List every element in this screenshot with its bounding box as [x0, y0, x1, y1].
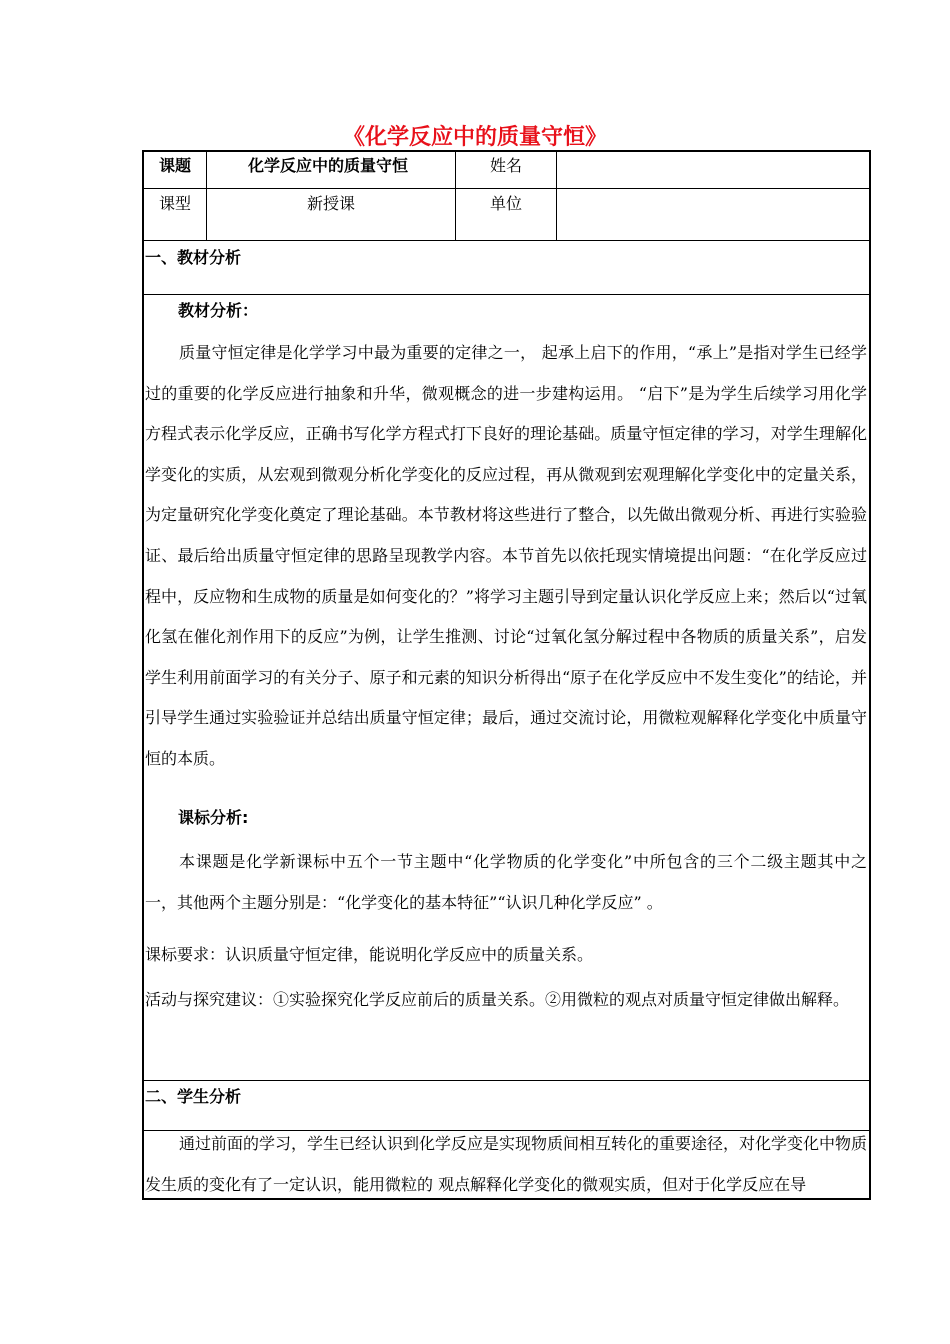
- document-title: 《化学反应中的质量守恒》: [342, 125, 607, 150]
- topic-label: 课题: [159, 156, 192, 175]
- row-divider: [143, 1080, 870, 1081]
- curriculum-requirement: 课标要求：认识质量守恒定律，能说明化学反应中的质量关系。: [145, 945, 594, 964]
- unit-label: 单位: [490, 194, 523, 213]
- subheading-curriculum-analysis: 课标分析:: [178, 808, 249, 827]
- section-heading-student: 二、学生分析: [145, 1087, 242, 1106]
- section-heading-textbook: 一、教材分析: [145, 248, 242, 267]
- paragraph-textbook-analysis: 质量守恒定律是化学学习中最为重要的定律之一， 起承上启下的作用，“承上”是指对学生已经学过的重要的化学反应进行抽象和升华，微观概念的进一步建构运用。 “启下”是为学生后续学习用化学方程式表示化学反应，正确书写化学方程式打下良好的理论基础。质量守恒定律的学习，对学生理解化学变化的实质，从宏观到微观分析化学变化的反应过程，再从微观到宏观理解化学变化中的定量关系，为定量研究化学变化奠定了理论基础。本节教材将这些进行了整合，以先做出微观分析、再进行实验验证、最后给出质量守恒定律的思路呈现教学内容。本节首先以依托现实情境提出问题：“在化学反应过程中，反应物和生成物的质量是如何变化的？”将学习主题引导到定量认识化学反应上来；然后以“过氧化氢在催化剂作用下的反应”为例，让学生推测、讨论“过氧化氢分解过程中各物质的质量关系”，启发学生利用前面学习的有关分子、原子和元素的知识分析得出“原子在化学反应中不发生变化”的结论，并引导学生通过实验验证并总结出质量守恒定律；最后，通过交流讨论，用微粒观解释化学变化中质量守恒的本质。: [145, 343, 867, 768]
- type-label: 课型: [159, 194, 192, 213]
- row-divider: [143, 294, 870, 295]
- activity-suggestion: 活动与探究建议：①实验探究化学反应前后的质量关系。②用微粒的观点对质量守恒定律做出解释。: [145, 990, 850, 1009]
- paragraph-curriculum-analysis: 本课题是化学新课标中五个一节主题中“化学物质的化学变化”中所包含的三个二级主题其中之一，其他两个主题分别是：“化学变化的基本特征”“认识几种化学反应” 。: [145, 852, 867, 912]
- name-value[interactable]: [560, 156, 860, 182]
- row-divider: [143, 240, 870, 241]
- col-divider: [455, 151, 456, 240]
- topic-value: 化学反应中的质量守恒: [248, 156, 409, 175]
- row-divider: [143, 188, 870, 189]
- col-divider: [206, 151, 207, 240]
- col-divider: [556, 151, 557, 240]
- type-value: 新授课: [307, 194, 356, 213]
- paragraph-student-analysis: 通过前面的学习，学生已经认识到化学反应是实现物质间相互转化的重要途径，对化学变化中物质发生质的变化有了一定认识，能用微粒的 观点解释化学变化的微观实质，但对于化学反应在导: [145, 1134, 868, 1194]
- name-label: 姓名: [490, 156, 523, 175]
- unit-value[interactable]: [560, 194, 860, 234]
- subheading-textbook-analysis: 教材分析：: [178, 301, 259, 320]
